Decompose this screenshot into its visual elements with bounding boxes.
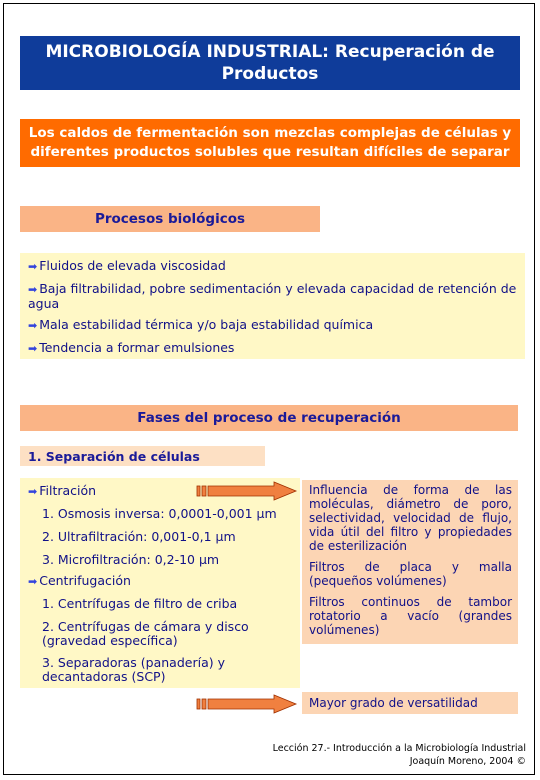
footer-lesson: Lección 27.- Introducción a la Microbiología Industrial <box>272 743 526 754</box>
filtration-notes-box <box>302 480 518 644</box>
subsection-heading: 1. Separación de células <box>20 446 265 466</box>
right-arrow-bullet-icon: ➡ <box>28 319 38 332</box>
right-arrow-bullet-icon: ➡ <box>28 283 38 296</box>
note-text: Influencia de forma de las moléculas, diámetro de poro, selectividad, velocidad de flujo, vida útil del filtro y propiedades de esterilización <box>309 483 512 553</box>
block-arrow-icon <box>196 694 300 714</box>
list-item: 1. Osmosis inversa: 0,0001-0,001 μm <box>42 506 277 521</box>
list-item: 1. Centrífugas de filtro de criba <box>42 596 238 611</box>
note-text: Filtros de placa y malla (pequeños volúmenes) <box>309 560 512 588</box>
centrifugation-item: ➡ Centrifugación <box>28 573 131 588</box>
phases-section-heading: Fases del proceso de recuperación <box>20 405 518 431</box>
list-item: ➡ Baja filtrabilidad, pobre sedimentación y elevada capacidad de retención de agua <box>28 281 517 311</box>
versatility-note: Mayor grado de versatilidad <box>302 692 518 714</box>
right-arrow-bullet-icon: ➡ <box>28 485 38 498</box>
bio-section-heading: Procesos biológicos <box>20 206 320 232</box>
block-arrow-icon <box>196 481 300 501</box>
bio-list <box>20 253 525 359</box>
list-item: 3. Separadoras (panadería) y decantadoras (SCP) <box>42 655 225 684</box>
list-item: 3. Microfiltración: 0,2-10 μm <box>42 552 220 567</box>
list-item: ➡ Tendencia a formar emulsiones <box>28 340 235 355</box>
filtration-item: ➡ Filtración <box>28 483 97 498</box>
footer <box>273 742 526 768</box>
list-item: ➡ Mala estabilidad térmica y/o baja estabilidad química <box>28 317 374 332</box>
list-item: 2. Ultrafiltración: 0,001-0,1 μm <box>42 529 236 544</box>
separation-methods-box <box>20 478 300 688</box>
slide-title: MICROBIOLOGÍA INDUSTRIAL: Recuperación de Productos <box>20 36 520 90</box>
footer-author: Joaquín Moreno, 2004 © <box>409 756 526 767</box>
list-item: ➡ Fluidos de elevada viscosidad <box>28 258 226 273</box>
right-arrow-bullet-icon: ➡ <box>28 342 38 355</box>
intro-banner: Los caldos de fermentación son mezclas complejas de células y diferentes productos solubles que resultan difíciles de separar <box>20 119 520 167</box>
list-item: 2. Centrífugas de cámara y disco (gravedad específica) <box>42 619 249 648</box>
right-arrow-bullet-icon: ➡ <box>28 575 38 588</box>
right-arrow-bullet-icon: ➡ <box>28 260 38 273</box>
note-text: Filtros continuos de tambor rotatorio a vacío (grandes volúmenes) <box>309 595 512 637</box>
